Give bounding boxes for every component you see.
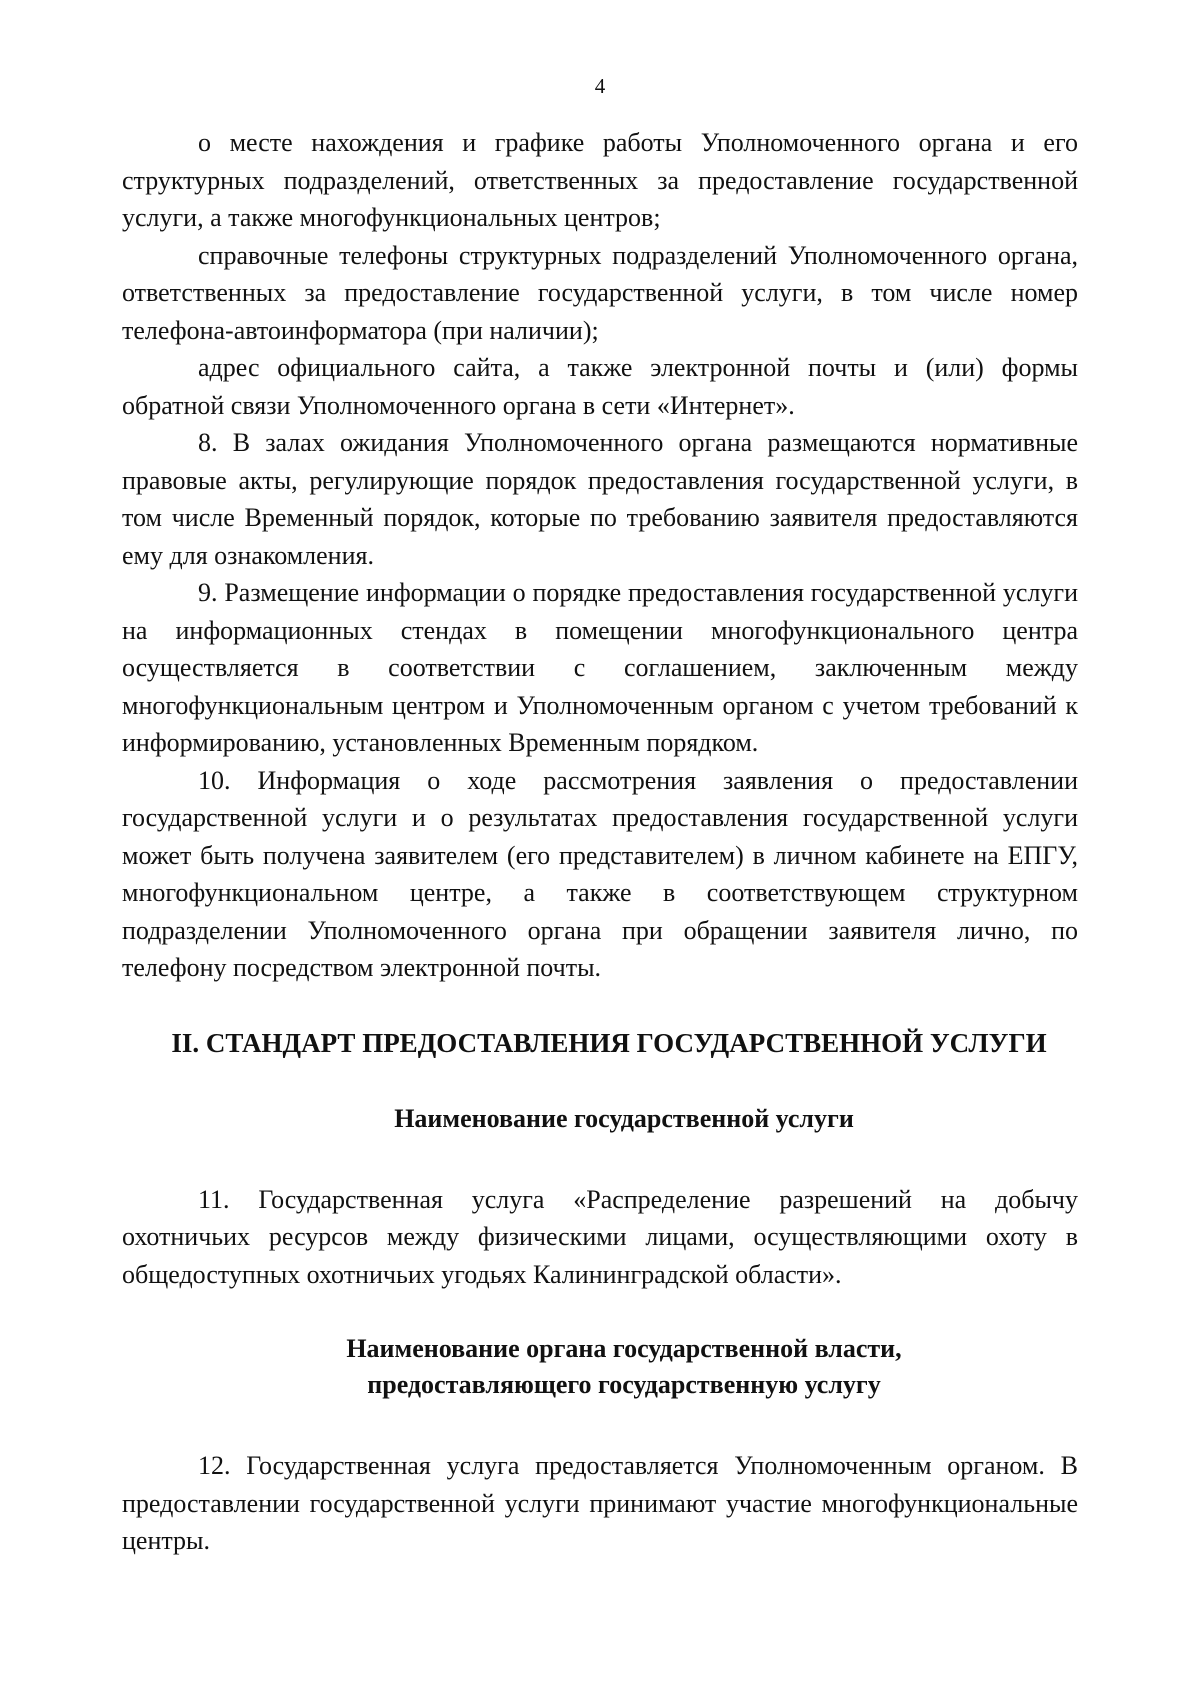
paragraph-10: 10. Информация о ходе рассмотрения заявления о предоставлении государственной услуги и о результатах предоставления государственной услуги может быть получена заявителем (его представителем) в личном кабинете на ЕПГУ, многофункциональном центре, а также в соответствующем структурном подразделении Уполномоченного органа при обращении заявителя лично, по телефону посредством электронной почты. — [122, 765, 1078, 982]
paragraph-location-info: о месте нахождения и графике работы Уполномоченного органа и его структурных подразделений, ответственных за предоставление государственной услуги, а также многофункциональных центров; — [122, 128, 1078, 232]
document-body — [122, 124, 1078, 1560]
paragraph-phones-info: справочные телефоны структурных подразделений Уполномоченного органа, ответственных за предоставление государственной услуги, в том числе номер телефона-автоинформатора (при наличии); — [122, 240, 1078, 345]
paragraph-12: 12. Государственная услуга предоставляется Уполномоченным органом. В предоставлении государственной услуги принимают участие многофункциональные центры. — [122, 1451, 1078, 1555]
subheading-authority-line1: Наименование органа государственной власти, — [346, 1334, 902, 1363]
page-number: 4 — [594, 74, 606, 98]
paragraph-website-info: адрес официального сайта, а также электронной почты и (или) формы обратной связи Уполномоченного органа в сети «Интернет». — [122, 353, 1078, 420]
paragraph-11: 11. Государственная услуга «Распределение разрешений на добычу охотничьих ресурсов между физическими лицами, осуществляющими охоту в общедоступных охотничьих угодьях Калининградской области». — [122, 1184, 1078, 1289]
paragraph-9: 9. Размещение информации о порядке предоставления государственной услуги на информационных стендах в помещении многофункционального центра осуществляется в соответствии с соглашением, заключенным между многофункциональным центром и Уполномоченным органом с учетом требований к информированию, установленных Временным порядком. — [122, 578, 1078, 757]
paragraph-8: 8. В залах ожидания Уполномоченного органа размещаются нормативные правовые акты, регулирующие порядок предоставления государственной услуги, в том числе Временный порядок, которые по требованию заявителя предоставляются ему для ознакомления. — [122, 428, 1078, 570]
subheading-authority-line2: предоставляющего государственную услугу — [367, 1370, 881, 1399]
subheading-service-name: Наименование государственной услуги — [394, 1103, 854, 1133]
section-title: II. СТАНДАРТ ПРЕДОСТАВЛЕНИЯ ГОСУДАРСТВЕННОЙ УСЛУГИ — [171, 1027, 1047, 1058]
